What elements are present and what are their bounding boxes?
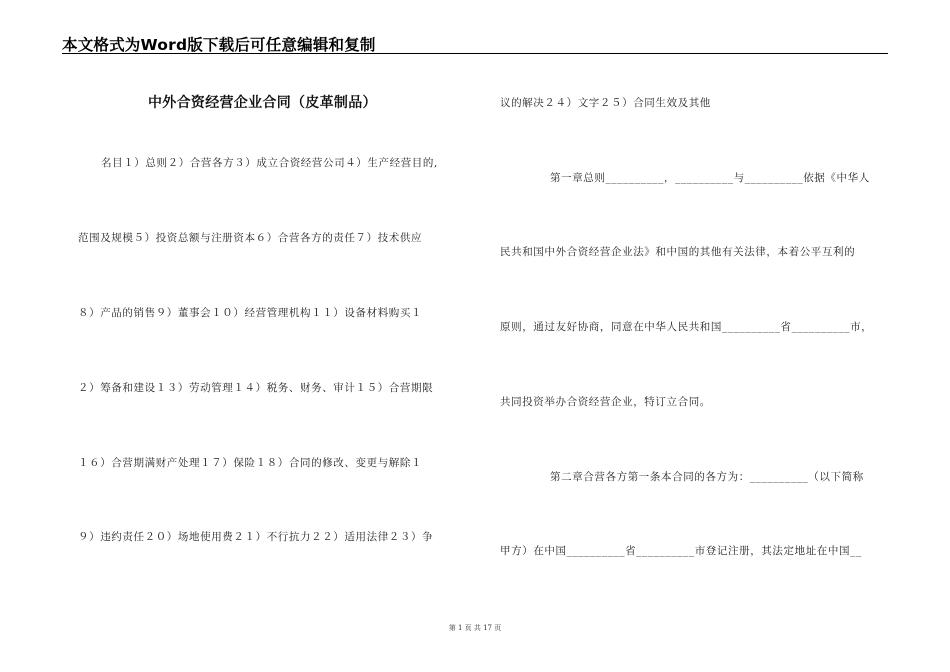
- right-line-6: 第二章合营各方第一条本合同的各方为：__________（以下简称: [550, 471, 864, 483]
- right-line-4: 原则，通过友好协商，同意在中华人民共和国__________省__________市，: [500, 321, 873, 333]
- header-title: 本文格式为Word版下载后可任意编辑和复制: [62, 36, 376, 54]
- header-rule: [62, 53, 888, 54]
- right-line-2: 第一章总则__________，__________与__________依据《中华人: [550, 172, 870, 184]
- right-line-1: 议的解决２４）文字２５）合同生效及其他: [500, 97, 711, 109]
- left-line-5: １６）合营期满财产处理１７）保险１８）合同的修改、变更与解除１: [78, 457, 423, 469]
- left-line-4: ２）筹备和建设１３）劳动管理１４）税务、财务、审计１５）合营期限: [78, 382, 434, 394]
- left-line-1: 名目１）总则２）合营各方３）成立合资经营公司４）生产经营目的,: [101, 157, 438, 169]
- right-line-5: 共同投资举办合资经营企业，特订立合同。: [500, 396, 711, 408]
- right-line-3: 民共和国中外合资经营企业法》和中国的其他有关法律，本着公平互利的: [500, 246, 856, 258]
- left-line-3: ８）产品的销售９）董事会１０）经营管理机构１１）设备材料购买１: [78, 307, 423, 319]
- page-number: 第 1 页 共 17 页: [448, 624, 502, 632]
- left-line-2: 范围及规模５）投资总额与注册资本６）合营各方的责任７）技术供应: [78, 232, 423, 244]
- right-line-7: 甲方）在中国__________省__________市登记注册，其法定地址在中国__: [500, 545, 862, 557]
- left-line-6: ９）违约责任２０）场地使用费２１）不行抗力２２）适用法律２３）争: [78, 531, 434, 543]
- document-title: 中外合资经营企业合同（皮革制品）: [148, 95, 377, 111]
